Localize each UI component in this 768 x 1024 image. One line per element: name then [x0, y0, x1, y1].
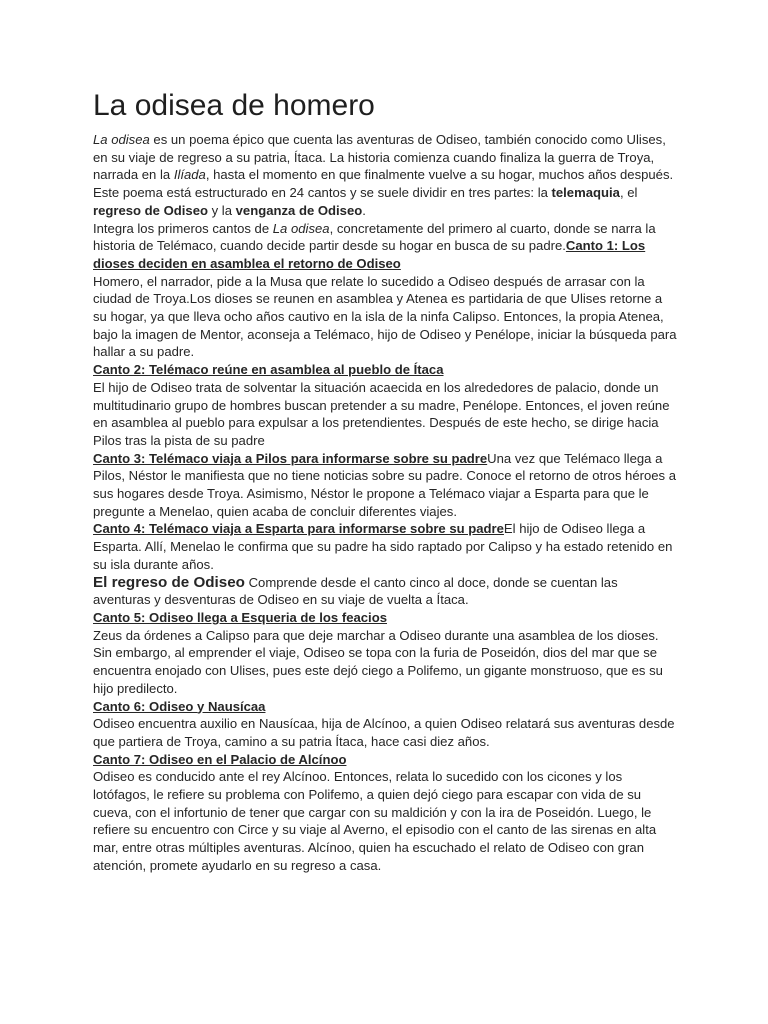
canto-6-section	[93, 698, 677, 716]
text: es un poema épico que cuenta las aventuras de Odiseo, también conocido como Ulises, en su viaje de regreso a su patria, Ítaca. La historia comienza cuando finaliza la guerra de Troya, narrada en la	[93, 132, 666, 183]
text: Integra los primeros cantos de	[93, 220, 273, 236]
canto-5-heading: Canto 5: Odiseo llega a Esqueria de los feacios	[93, 609, 387, 625]
bold-term: regreso de Odiseo	[93, 202, 208, 218]
canto-5-paragraph: Zeus da órdenes a Calipso para que deje marchar a Odiseo durante una asamblea de los dioses. Sin embargo, al emprender el viaje, Odiseo se topa con la furia de Poseidón, dios del mar que se encuentra enojado con Ulises, pues este dejó ciego a Polifemo, un gigante monstruoso, que es su hijo predilecto.	[93, 627, 663, 696]
canto-6-paragraph: Odiseo encuentra auxilio en Nausícaa, hija de Alcínoo, a quien Odiseo relatará sus aventuras desde que partiera de Troya, camino a su patria Ítaca, hace casi diez años.	[93, 716, 675, 749]
structure-paragraph	[93, 184, 677, 219]
canto-4-heading: Canto 4: Telémaco viaja a Esparta para informarse sobre su padre	[93, 521, 504, 537]
text: Este poema está estructurado en 24 cantos y se suele dividir en tres partes: la	[93, 185, 552, 201]
canto-2-heading: Canto 2: Telémaco reúne en asamblea al pueblo de Ítaca	[93, 362, 444, 378]
canto-7-paragraph: Odiseo es conducido ante el rey Alcínoo. Entonces, relata lo sucedido con los cicones y los lotófagos, le refiere su problema con Polifemo, a quien dejó ciego para escapar con vida de su cueva, con el infortunio de tener que cargar con su maldición y con la ira de Poseidón. Luego, le refiere su encuentro con Circe y su viaje al Averno, el episodio con el canto de las sirenas en alta mar, entre otras múltiples aventuras. Alcínoo, quien ha escuchado el relato de Odiseo con gran atención, promete ayudarlo en su regreso a casa.	[93, 769, 657, 873]
canto-3-heading: Canto 3: Telémaco viaja a Pilos para informarse sobre su padre	[93, 450, 488, 466]
text: El hijo de Odiseo llega a Esparta. Allí, Menelao le confirma que su padre ha sido raptado por Calipso y ha estado retenido en su isla durante años.	[93, 521, 673, 572]
canto-2-section	[93, 361, 677, 379]
canto-7-section	[93, 751, 677, 769]
italic-text: La odisea	[93, 132, 150, 147]
text: , hasta el momento en que finalmente vuelve a su hogar, muchos años después.	[205, 167, 674, 183]
canto-3-paragraph	[93, 450, 677, 521]
text: Una vez que Telémaco llega a Pilos, Néstor le manifiesta que no tiene noticias sobre su padre. Conoce el retorno de otros héroes a sus hogares desde Troya. Asimismo, Néstor le propone a Telémaco viajar a Esparta para que le pregunte a Menelao, quien acaba de concluir diferentes viajes.	[93, 450, 677, 519]
document-body	[93, 131, 677, 875]
text: Comprende desde el canto cinco al doce, donde se cuentan las aventuras y desventuras de Odiseo en su viaje de vuelta a Ítaca.	[93, 574, 618, 608]
bold-term: venganza de Odiseo	[235, 202, 363, 218]
bold-term: telemaquia	[551, 185, 620, 201]
text: , concretamente del primero al cuarto, donde se narra la historia de Telémaco, cuando decide partir desde su hogar en busca de su padre.	[93, 220, 656, 254]
text: y la	[207, 202, 236, 218]
page-title: La odisea de homero	[93, 89, 375, 122]
canto-2-paragraph: El hijo de Odiseo trata de solventar la situación acaecida en los alrededores de palacio, donde un multitudinario grupo de hombres buscan pretender a su madre, Penélope. Entonces, el joven reúne en asamblea al pueblo para expulsar a los pretendientes. Después de este hecho, se dirige hacia Pilos tras la pista de su padre	[93, 379, 670, 448]
canto-6-heading: Canto 6: Odiseo y Nausícaa	[93, 698, 266, 714]
canto-5-section	[93, 609, 677, 627]
italic-text: La odisea	[272, 220, 330, 236]
text: .	[362, 202, 366, 218]
intro-paragraph	[93, 131, 677, 184]
canto-1-heading: Canto 1: Los dioses deciden en asamblea el retorno de Odiseo	[93, 238, 646, 271]
text: , el	[619, 185, 638, 201]
telemaquia-paragraph	[93, 220, 677, 273]
italic-text: Ilíada	[173, 167, 206, 183]
regreso-heading: El regreso de Odiseo	[93, 573, 245, 591]
canto-7-heading: Canto 7: Odiseo en el Palacio de Alcínoo	[93, 751, 347, 767]
regreso-paragraph	[93, 574, 677, 609]
canto-1-paragraph: Homero, el narrador, pide a la Musa que relate lo sucedido a Odiseo después de arrasar con la ciudad de Troya.Los dioses se reunen en asamblea y Atenea es partidaria de que Ulises retorne a su hogar, ya que lleva ocho años cautivo en la isla de la ninfa Calipso. Entonces, la propia Atenea, bajo la imagen de Mentor, aconseja a Telémaco, hijo de Odiseo y Penélope, iniciar la búsqueda para hallar a su padre.	[93, 273, 677, 360]
canto-4-paragraph	[93, 520, 677, 573]
